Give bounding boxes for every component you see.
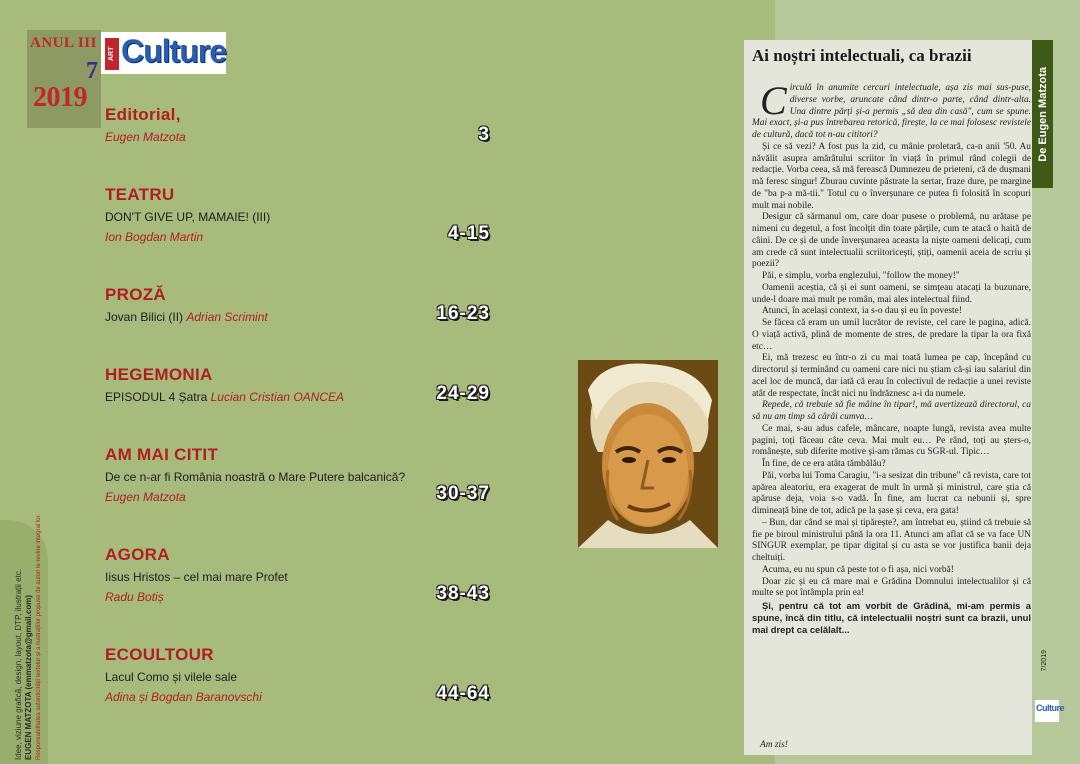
- credits-line: Idee, viziune grafică, design, layout, DTP, ilustrații etc.: [14, 568, 23, 760]
- article-paragraph: Repede, că trebuie să fie mâine în tipar!, mă avertizează directorul, ca să nu am timp să cârâi cumva…: [752, 400, 1031, 422]
- toc-author: Adina și Bogdan Baranovschi: [105, 690, 262, 704]
- credits-vertical: [14, 430, 44, 760]
- toc-pages: 38-43: [436, 583, 490, 604]
- mini-logo: [1035, 700, 1064, 722]
- toc-pages: 3: [478, 124, 490, 145]
- toc-section-title[interactable]: ECOULTOUR: [105, 645, 214, 664]
- article-paragraph: [752, 78, 1031, 142]
- toc-article-title: Jovan Bilici (II): [105, 310, 184, 324]
- toc-article-title: EPISODUL 4 Șatra: [105, 390, 208, 404]
- toc-section-title[interactable]: Editorial,: [105, 105, 181, 124]
- art-culture-logo: [101, 32, 226, 74]
- toc-article-line[interactable]: DON'T GIVE UP, MAMAIE! (III): [105, 210, 271, 224]
- paragraph-text: irculă în anumite cercuri intelectuale, așa zis mai sus-puse, diverse vorbe, aruncate când dintr-o parte, când dintr-alta. Una dintre părți și-a permis „să dea din casă", cum se spune. Mai exact, și-a pus întrebarea retorică, firește, la ce mai folosesc revistele de cultură, dacă tot n-au cititori?: [752, 83, 1031, 140]
- article-paragraph: Se făcea că eram un umil lucrător de reviste, cel care le pagina, adică. O viață activă, plină de momente de stres, de predare la tipar la ora fixă etc…: [752, 318, 1031, 352]
- toc-author: Eugen Matzota: [105, 130, 186, 144]
- toc-section-title[interactable]: AM MAI CITIT: [105, 445, 219, 464]
- article-paragraph: Ei, mă trezesc eu într-o zi cu mai toată lumea pe cap, începând cu directorul și terminând cu oameni care nici nu știam că-și iau salariul din acel loc de muncă, dar iată că erau în colectivul de redacție a unei reviste atât de respectate, încât nici nu îndrăznesc a-i da numele.: [752, 353, 1031, 399]
- issue-number: 7: [86, 58, 98, 84]
- toc-pages: 30-37: [436, 483, 490, 504]
- toc-section-title[interactable]: TEATRU: [105, 185, 175, 204]
- credits-disclaimer: Responsabilitatea autenticității textelor și a ilustrațiilor propuse de autori le revine integral lor.: [36, 514, 42, 760]
- article-paragraph: Oamenii aceștia, că și ei sunt oameni, se simțeau atacați la buzunare, unde-l doare mai mult pe român, mai ales intelectual fiind.: [752, 282, 1031, 305]
- author-name: De Eugen Matzota: [1036, 66, 1049, 162]
- article-signoff: Am zis!: [760, 740, 788, 750]
- article-paragraph: În fine, de ce era atâta tămbălău?: [762, 459, 886, 469]
- article-paragraph: Ce mai, s-au adus cafele, mâncare, noapte lungă, revista avea multe pagini, toți făceau câte ceva. Mai mult eu… Pe rând, toți au șters-o, românește, sub diferite motive și-am rămas cu SGR-ul. Tipic…: [752, 423, 1031, 458]
- portrait-image: [578, 360, 718, 548]
- article-paragraph: Desigur că sărmanul om, care doar pusese o problemă, nu arătase pe nimeni cu degetul, a fost încolțit din toate părțile, cum te atacă o haită de câini. De ce și de unde înverșunarea aceasta la niște oameni delicați, cum am crede că sunt intelectualii scriitoricești, știți, oamenii aceia de scriu și poezii?: [752, 212, 1031, 270]
- toc-pages: 24-29: [436, 383, 490, 404]
- toc-pages: 44-64: [436, 683, 490, 704]
- toc-author: Radu Botiș: [105, 590, 164, 604]
- masthead-year-label: ANUL III: [30, 35, 97, 51]
- article-body: [752, 78, 1031, 635]
- article-paragraph: Acuma, eu nu spun că peste tot o fi așa, nici vorbă!: [762, 564, 954, 575]
- toc-article-line[interactable]: De ce n-ar fi România noastră o Mare Putere balcanică?: [105, 470, 406, 484]
- drop-cap: C: [760, 78, 787, 123]
- article-title: Ai noștri intelectuali, ca brazii: [752, 46, 972, 65]
- toc-pages: 4-15: [447, 223, 490, 244]
- issue-year: 2019: [33, 82, 87, 113]
- article-paragraph: Și ce să vezi? A fost pus la zid, cu mânie proletară, ca-n anii '50. Au năvălit asupra amărâtului scriitor în viață în primul rând colegii de redacție. Vorba ceea, să mă ferească Dumnezeu de prieteni, că de dușmani mă feresc singur! Zburau cuvinte păstrate la sertar, fraze dure, pe margine de "ba p-a mă-tii." Totul cu o înverșunare ce putea fi folosită în scopuri mult mai nobile.: [752, 141, 1031, 211]
- article-paragraph: Și, pentru că tot am vorbit de Grădină, mi-am permis a spune, încă din titlu, că intelectualii noștri sunt ca brazii, unul mai drept ca celălalt...: [752, 600, 1031, 635]
- article-paragraph: – Bun, dar când se mai și tipărește?, am întrebat eu, știind că trebuie să fie pe biroul ministrului până la ora 11. Atunci am aflat că se va face UN SINGUR exemplar, pe tipar digital și cu asta se vor justifica banii deja cheltuiți.: [752, 517, 1031, 563]
- toc-section-title[interactable]: AGORA: [105, 545, 170, 564]
- toc-article-line[interactable]: Lacul Como și vilele sale: [105, 670, 238, 684]
- author-tab-label: [1032, 40, 1053, 188]
- toc-section-title[interactable]: HEGEMONIA: [105, 365, 213, 384]
- logo-wordmark: Culture: [121, 33, 226, 69]
- article-paragraph: Atunci, în același context, ia s-o dau și eu în poveste!: [762, 306, 962, 317]
- toc-pages: 16-23: [436, 303, 490, 324]
- toc-author: Adrian Scrimint: [186, 310, 268, 324]
- article-paragraph: Păi, e simplu, vorba englezului, "follow the money!": [762, 271, 960, 281]
- toc-author: Eugen Matzota: [105, 490, 186, 504]
- toc-author: Ion Bogdan Martin: [105, 230, 204, 244]
- issue-code: 7/2019: [1041, 650, 1048, 672]
- toc-section-title[interactable]: PROZĂ: [105, 285, 166, 304]
- toc-article-line[interactable]: [105, 310, 268, 324]
- toc-article-line[interactable]: Iisus Hristos – cel mai mare Profet: [105, 570, 288, 584]
- mini-logo-word: Culture: [1036, 703, 1064, 713]
- logo-art-tag: ART: [105, 38, 119, 70]
- article-paragraph: Păi, vorba lui Toma Caragiu, "i-a sesizat din tribune" că revista, care tot apărea aleatoriu, era exagerat de mult în urmă și ministrul, care știa că apăruse deja, voia s-o vadă. În fine, am lucrat ca nebunii și, spre dimineață bine de tot, adică pe la șase și ceva, era gata!: [752, 470, 1031, 516]
- toc-author: Lucian Cristian OANCEA: [210, 390, 344, 404]
- toc-article-line[interactable]: [105, 390, 344, 404]
- author-portrait: [578, 360, 718, 548]
- article-paragraph: Doar zic și eu că mare mai e Grădina Domnului intelectualilor și că multe se pot întâmpla prin ea!: [752, 576, 1031, 599]
- credits-designer: EUGEN MATZOTA (emmatzota@gmail.com): [24, 595, 33, 760]
